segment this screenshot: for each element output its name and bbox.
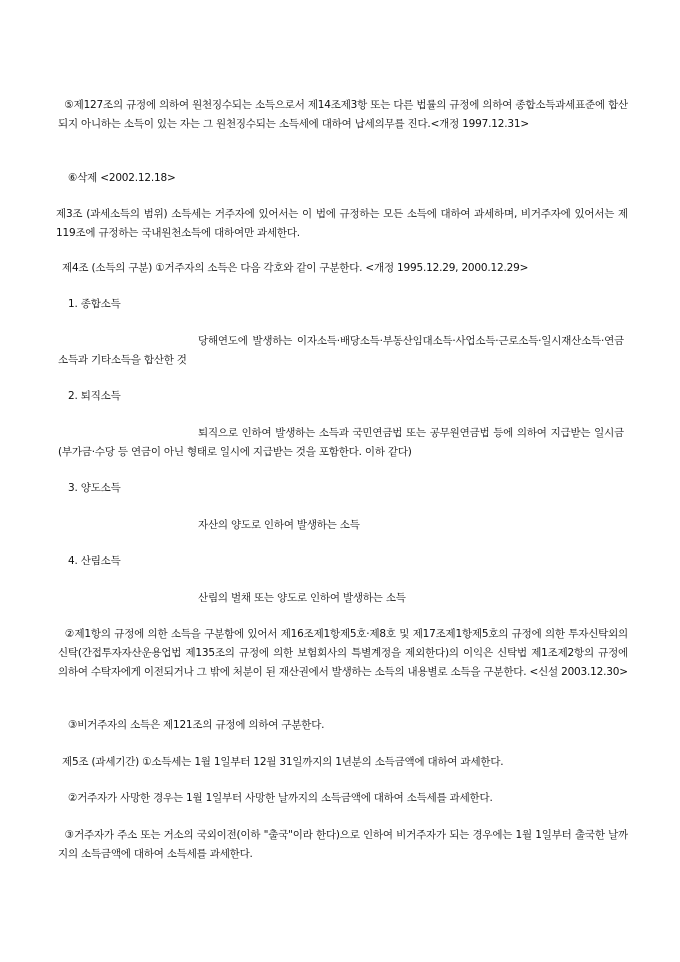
- item-4-heading: 4. 산림소득: [68, 555, 121, 567]
- item-3-heading: 3. 양도소득: [68, 482, 121, 494]
- paragraph-article5-clause3: ③거주자가 주소 또는 거소의 국외이전(이하 "출국"이라 한다)으로 인하여 비거주자가 되는 경우에는 1월 1일부터 출국한 날까지의 소득금액에 대하여 소득세를 과세한다.: [58, 829, 628, 860]
- item-2-heading: 2. 퇴직소득: [68, 390, 121, 402]
- paragraph-article4-clause3: ③비거주자의 소득은 제121조의 규정에 의하여 구분한다.: [68, 719, 325, 731]
- item-2-description: 퇴직으로 인하여 발생하는 소득과 국민연금법 또는 공무원연금법 등에 의하여 지급받는 일시금(부가금·수당 등 연금이 아닌 형태로 일시에 지급받는 것을 포함한다. 이하 같다): [58, 427, 624, 458]
- paragraph-article5-clause2: ②거주자가 사망한 경우는 1월 1일부터 사망한 날까지의 소득금액에 대하여 소득세를 과세한다.: [68, 792, 493, 804]
- paragraph-article4-clause2: ②제1항의 규정에 의한 소득을 구분함에 있어서 제16조제1항제5호·제8호 및 제17조제1항제5호의 규정에 의한 투자신탁외의 신탁(간접투자자산운용업법 제135조의 규정에 의한 보험회사의 특별계정을 제외한다)의 이익은 신탁법 제1조제2항의 규정에 의하여 수탁자에게 이전되거나 그 밖에 처분이 된 재산권에서 발생하는 소득의 내용별로 소득을 구분한다. <신설 2003.12.30>: [58, 628, 628, 678]
- item-3-description: 자산의 양도로 인하여 발생하는 소득: [198, 519, 360, 531]
- item-4-description: 산림의 벌채 또는 양도로 인하여 발생하는 소득: [198, 592, 406, 604]
- paragraph-article2-clause5: ⑤제127조의 규정에 의하여 원천징수되는 소득으로서 제14조제3항 또는 다른 법률의 규정에 의하여 종합소득과세표준에 합산되지 아니하는 소득이 있는 자는 그 원천징수되는 소득세에 대하여 납세의무를 진다.<개정 1997.12.31>: [58, 99, 628, 130]
- paragraph-article5-clause1: 제5조 (과세기간) ①소득세는 1월 1일부터 12월 31일까지의 1년분의 소득금액에 대하여 과세한다.: [62, 756, 504, 768]
- item-1-description: 당해연도에 발생하는 이자소득·배당소득·부동산임대소득·사업소득·근로소득·일시재산소득·연금소득과 기타소득을 합산한 것: [58, 335, 624, 366]
- paragraph-article2-clause6: ⑥삭제 <2002.12.18>: [68, 172, 176, 184]
- item-1-heading: 1. 종합소득: [68, 298, 121, 310]
- paragraph-article3: 제3조 (과세소득의 범위) 소득세는 거주자에 있어서는 이 법에 규정하는 모든 소득에 대하여 과세하며, 비거주자에 있어서는 제119조에 규정하는 국내원천소득에 대하여만 과세한다.: [56, 208, 628, 239]
- paragraph-article4-clause1: 제4조 (소득의 구분) ①거주자의 소득은 다음 각호와 같이 구분한다. <개정 1995.12.29, 2000.12.29>: [62, 262, 529, 274]
